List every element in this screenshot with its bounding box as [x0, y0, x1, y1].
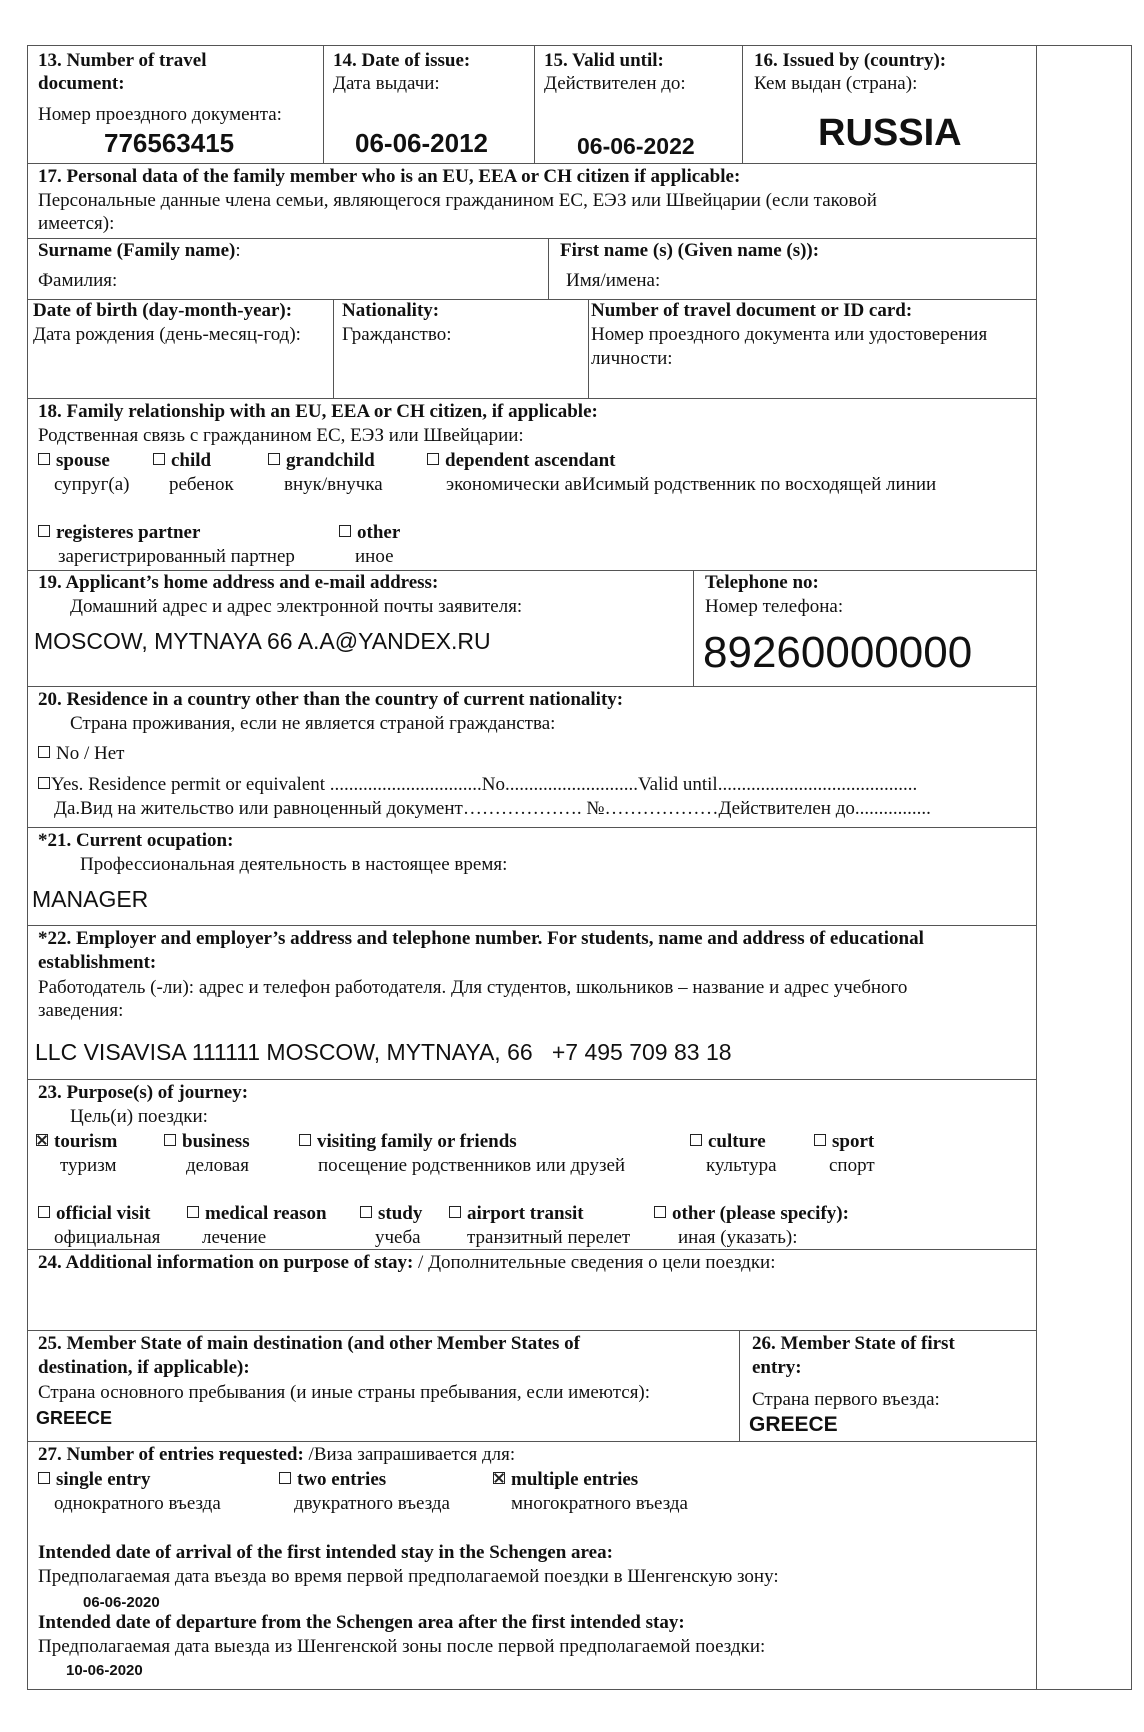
purpose-airport-transit-ru: транзитный перелет: [467, 1227, 631, 1248]
f19-label-ru: Домашний адрес и адрес электронной почты заявителя:: [70, 596, 523, 617]
col-line: [333, 299, 334, 398]
f26-label-en: 26. Member State of first: [752, 1333, 955, 1354]
option-other-relation-ru: иное: [355, 546, 394, 567]
departure-label-en: Intended date of departure from the Schengen area after the first intended stay:: [38, 1612, 685, 1633]
purpose-sport[interactable]: sport: [814, 1131, 874, 1153]
family-doc-label: Number of travel document or ID card:: [591, 300, 913, 321]
option-child[interactable]: child: [153, 450, 211, 472]
f13-label-en2: document:: [38, 73, 125, 94]
f27-label: 27. Number of entries requested: /Виза запрашивается для:: [38, 1444, 516, 1465]
f22-label-ru: Работодатель (-ли): адрес и телефон работодателя. Для студентов, школьников – название и адрес учебного: [38, 977, 908, 998]
entries-two-ru: двукратного въезда: [294, 1493, 450, 1514]
entries-multiple[interactable]: multiple entries: [493, 1469, 638, 1491]
home-address-email: MOSCOW, MYTNAYA 66 A.A@YANDEX.RU: [34, 628, 491, 654]
option-grandchild[interactable]: grandchild: [268, 450, 375, 472]
f15-label-ru: Действителен до:: [544, 73, 686, 94]
purpose-visiting-family-ru: посещение родственников или друзей: [318, 1155, 626, 1176]
col-line: [323, 45, 324, 163]
option-dependent-ascendant-ru: экономически авИсимый родственник по восходящей линии: [446, 474, 937, 495]
surname-label-ru: Фамилия:: [38, 270, 118, 291]
row-line: [27, 1441, 1036, 1442]
f17-label-ru: Персональные данные члена семьи, являющегося гражданином ЕС, ЕЭЗ или Швейцарии (если таковой: [38, 190, 877, 211]
option-registered-partner-ru: зарегистрированный партнер: [58, 546, 295, 567]
option-other-relation[interactable]: other: [339, 522, 400, 544]
f13-label-ru: Номер проездного документа:: [38, 104, 282, 125]
purpose-visiting-family[interactable]: visiting family or friends: [299, 1131, 517, 1153]
f18-label-ru: Родственная связь с гражданином ЕС, ЕЭЗ или Швейцарии:: [38, 425, 524, 446]
first-entry-state: GREECE: [749, 1413, 838, 1436]
entries-two[interactable]: two entries: [279, 1469, 386, 1491]
f26-label-ru: Страна первого въезда:: [752, 1389, 940, 1410]
purpose-study[interactable]: study: [360, 1203, 422, 1225]
telephone-number: 89260000000: [703, 628, 973, 677]
f25-label-en2: destination, if applicable):: [38, 1357, 250, 1378]
telephone-label-ru: Номер телефона:: [705, 596, 844, 617]
option-spouse-ru: супруг(а): [54, 474, 130, 495]
family-doc-label-ru2: личности:: [591, 348, 673, 369]
f21-label-ru: Профессиональная деятельность в настоящее время:: [80, 854, 508, 875]
row-line: [27, 686, 1036, 687]
f22-label-en2: establishment:: [38, 952, 157, 973]
departure-date: 10-06-2020: [66, 1662, 143, 1679]
f23-label-en: 23. Purpose(s) of journey:: [38, 1082, 249, 1103]
passport-number: 776563415: [104, 128, 235, 158]
f13-label-en: 13. Number of travel: [38, 50, 207, 71]
option-registered-partner[interactable]: registeres partner: [38, 522, 200, 544]
f20-label-ru: Страна проживания, если не является страной гражданства:: [70, 713, 556, 734]
row-line: [27, 238, 1036, 239]
right-margin-line: [1036, 45, 1037, 1690]
f14-label-ru: Дата выдачи:: [333, 73, 440, 94]
purpose-business[interactable]: business: [164, 1131, 250, 1153]
entries-single[interactable]: single entry: [38, 1469, 150, 1491]
purpose-medical-ru: лечение: [202, 1227, 267, 1248]
f20-label-en: 20. Residence in a country other than the country of current nationality:: [38, 689, 624, 710]
telephone-label: Telephone no:: [705, 572, 819, 593]
purpose-other[interactable]: other (please specify):: [654, 1203, 849, 1225]
current-occupation: MANAGER: [32, 886, 149, 912]
f25-label-ru: Страна основного пребывания (и иные страны пребывания, если имеются):: [38, 1382, 651, 1403]
issue-date: 06-06-2012: [355, 128, 488, 158]
f16-label-en: 16. Issued by (country):: [754, 50, 947, 71]
f21-label-en: *21. Current ocupation:: [38, 830, 234, 851]
row-line: [27, 163, 1036, 164]
purpose-other-ru: иная (указать):: [678, 1227, 798, 1248]
row-line: [27, 925, 1036, 926]
dob-label-ru: Дата рождения (день-месяц-год):: [33, 324, 301, 345]
purpose-sport-ru: спорт: [829, 1155, 875, 1176]
valid-until: 06-06-2022: [577, 133, 695, 159]
purpose-airport-transit[interactable]: airport transit: [449, 1203, 584, 1225]
col-line: [588, 299, 589, 398]
arrival-label-ru: Предполагаемая дата въезда во время первой предполагаемой поездки в Шенгенскую зону:: [38, 1566, 779, 1587]
nationality-label-ru: Гражданство:: [342, 324, 452, 345]
row-line: [27, 570, 1036, 571]
col-line: [739, 1330, 740, 1441]
f26-label-en2: entry:: [752, 1357, 802, 1378]
f22-label-en: *22. Employer and employer’s address and telephone number. For students, name and address of educational: [38, 928, 924, 949]
f22-label-ru2: заведения:: [38, 1000, 124, 1021]
col-line: [534, 45, 535, 163]
f18-label-en: 18. Family relationship with an EU, EEA or CH citizen, if applicable:: [38, 401, 598, 422]
purpose-tourism[interactable]: tourism: [36, 1131, 117, 1153]
employer-details: LLC VISAVISA 111111 MOSCOW, MYTNAYA, 66 +7 495 709 83 18: [35, 1039, 732, 1065]
col-line: [693, 570, 694, 686]
dob-label: Date of birth (day-month-year):: [33, 300, 293, 321]
first-name-label: First name (s) (Given name (s)):: [560, 240, 820, 261]
residence-no-option[interactable]: No / Нет: [38, 743, 124, 765]
f19-label-en: 19. Applicant’s home address and e-mail address:: [38, 572, 439, 593]
f23-label-ru: Цель(и) поездки:: [70, 1106, 208, 1127]
purpose-medical[interactable]: medical reason: [187, 1203, 327, 1225]
row-line: [27, 398, 1036, 399]
entries-multiple-ru: многократного въезда: [511, 1493, 688, 1514]
option-spouse[interactable]: spouse: [38, 450, 110, 472]
arrival-date: 06-06-2020: [83, 1594, 160, 1611]
purpose-study-ru: учеба: [375, 1227, 421, 1248]
row-line: [27, 1330, 1036, 1331]
f24-label: 24. Additional information on purpose of stay: / Дополнительные сведения о цели поездки:: [38, 1252, 776, 1273]
entries-single-ru: однократного въезда: [54, 1493, 221, 1514]
nationality-label: Nationality:: [342, 300, 440, 321]
purpose-culture-ru: культура: [706, 1155, 777, 1176]
purpose-official-visit-ru: официальная: [54, 1227, 161, 1248]
option-child-ru: ребенок: [169, 474, 234, 495]
residence-yes-option[interactable]: Yes. Residence permit or equivalent ................................No............................Valid until..........................................: [38, 774, 917, 796]
purpose-tourism-ru: туризм: [60, 1155, 117, 1176]
first-name-label-ru: Имя/имена:: [566, 270, 661, 291]
purpose-culture[interactable]: culture: [690, 1131, 766, 1153]
col-line: [742, 45, 743, 163]
residence-yes-ru: Да.Вид на жительство или равноценный документ………………. №………………Действителен до................: [54, 798, 931, 819]
option-dependent-ascendant[interactable]: dependent ascendant: [427, 450, 616, 472]
departure-label-ru: Предполагаемая дата выезда из Шенгенской зоны после первой предполагаемой поездки:: [38, 1636, 766, 1657]
col-line: [548, 238, 549, 299]
f16-label-ru: Кем выдан (страна):: [754, 73, 918, 94]
f17-label-en: 17. Personal data of the family member who is an EU, EEA or CH citizen if applicable:: [38, 166, 741, 187]
f15-label-en: 15. Valid until:: [544, 50, 664, 71]
surname-label: Surname (Family name):: [38, 240, 241, 261]
f17-label-ru2: имеется):: [38, 213, 115, 234]
f25-label-en: 25. Member State of main destination (and other Member States of: [38, 1333, 580, 1354]
f14-label-en: 14. Date of issue:: [333, 50, 471, 71]
family-doc-label-ru: Номер проездного документа или удостоверения: [591, 324, 988, 345]
issuing-country: RUSSIA: [818, 112, 962, 154]
option-grandchild-ru: внук/внучка: [284, 474, 383, 495]
row-line: [27, 1079, 1036, 1080]
row-line: [27, 1249, 1036, 1250]
arrival-label-en: Intended date of arrival of the first intended stay in the Schengen area:: [38, 1542, 613, 1563]
main-destination: GREECE: [36, 1408, 113, 1428]
purpose-official-visit[interactable]: official visit: [38, 1203, 150, 1225]
row-line: [27, 827, 1036, 828]
purpose-business-ru: деловая: [186, 1155, 249, 1176]
